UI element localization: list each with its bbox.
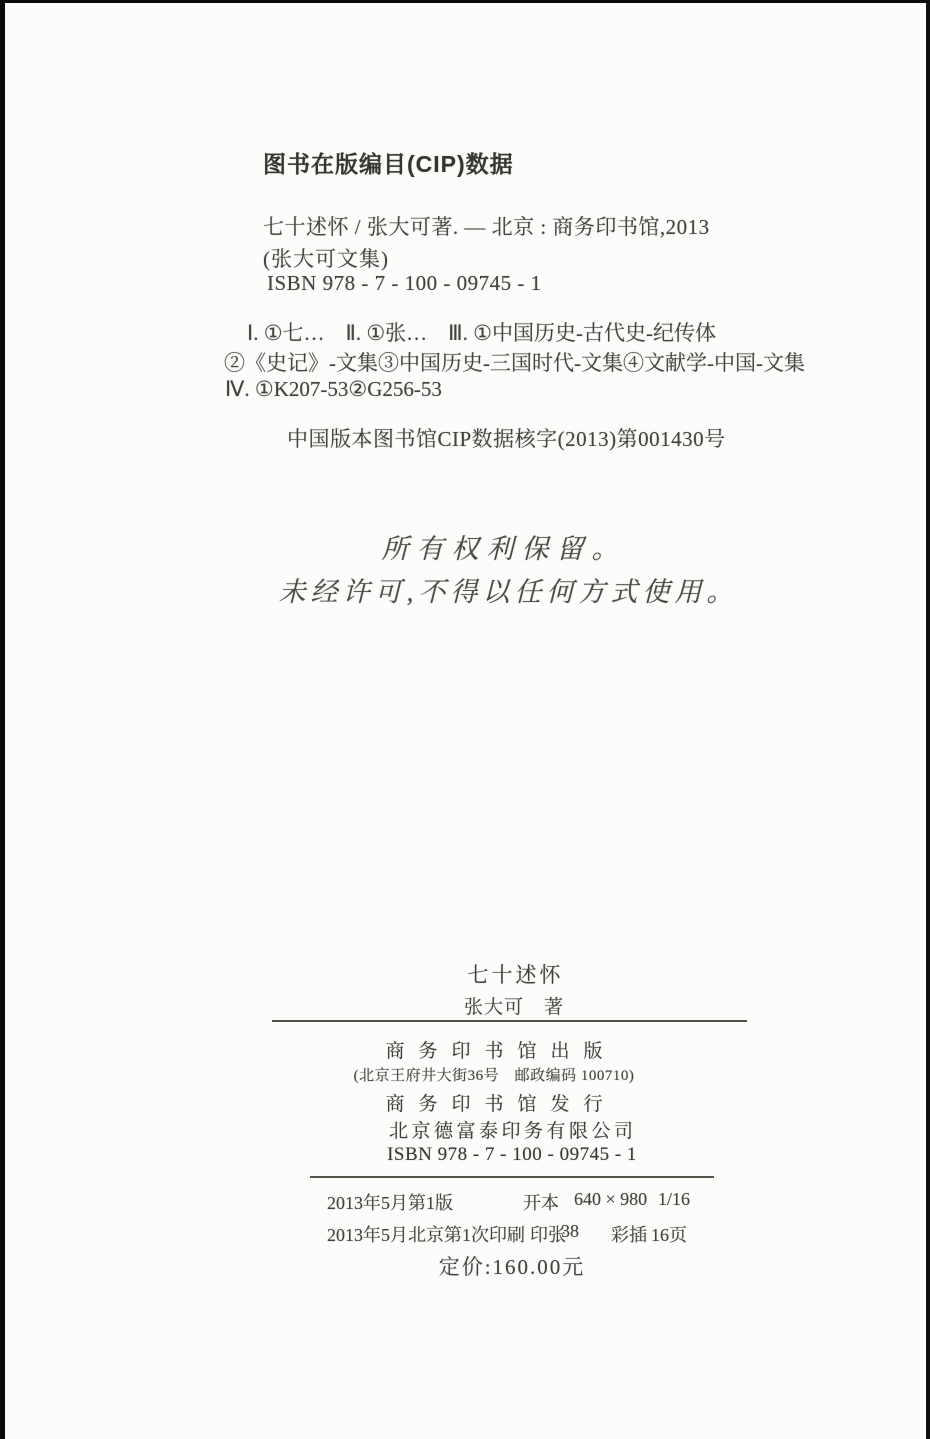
printer-line: 北京德富泰印务有限公司 <box>388 1121 637 1142</box>
book-author: 张大可 著 <box>463 997 565 1018</box>
print-info-row-1 <box>327 1189 707 1213</box>
distributor-line: 商务印书馆发行 <box>385 1094 617 1115</box>
cip-header: 图书在版编目(CIP)数据 <box>263 151 514 177</box>
classification-line-1: Ⅰ. ①七… Ⅱ. ①张… Ⅲ. ①中国历史-古代史-纪传体 <box>247 321 716 345</box>
rights-notice-line-2: 未经许可,不得以任何方式使用。 <box>278 577 739 607</box>
sheets-value: 38 <box>561 1221 579 1241</box>
publisher-address: (北京王府井大街36号 邮政编码 100710) <box>353 1068 635 1084</box>
divider-rule-bottom <box>310 1176 714 1178</box>
cip-record-number: 中国版本图书馆CIP数据核字(2013)第001430号 <box>287 427 726 451</box>
rights-notice-line-1: 所有权利保留。 <box>381 534 627 564</box>
printing-date: 2013年5月北京第1次印刷 <box>327 1225 525 1245</box>
classification-line-3: Ⅳ. ①K207-53②G256-53 <box>225 377 442 401</box>
cip-isbn: ISBN 978 - 7 - 100 - 09745 - 1 <box>267 271 542 295</box>
edition-date: 2013年5月第1版 <box>327 1193 453 1213</box>
price: 定价:160.00元 <box>438 1255 586 1279</box>
scan-edge-left <box>0 0 5 1439</box>
scan-edge-top <box>0 0 930 3</box>
colophon-isbn: ISBN 978 - 7 - 100 - 09745 - 1 <box>387 1144 637 1165</box>
divider-rule-top <box>272 1020 747 1022</box>
plates-value: 16页 <box>651 1225 687 1245</box>
plates-label: 彩插 <box>611 1225 647 1245</box>
format-label: 开本 <box>523 1193 559 1213</box>
scan-edge-right <box>926 0 930 1439</box>
bibliographic-line: 七十述怀 / 张大可著. — 北京 : 商务印书馆,2013 <box>263 215 710 239</box>
series-line: (张大可文集) <box>263 247 389 271</box>
classification-line-2: ②《史记》-文集③中国历史-三国时代-文集④文献学-中国-文集 <box>224 351 805 375</box>
sheets-label: 印张 <box>530 1225 566 1245</box>
publisher-line: 商务印书馆出版 <box>385 1041 617 1062</box>
format-size: 640 × 980 <box>574 1189 648 1209</box>
book-title: 七十述怀 <box>467 963 564 987</box>
format-fraction: 1/16 <box>658 1189 691 1209</box>
print-info-row-2 <box>327 1221 707 1245</box>
